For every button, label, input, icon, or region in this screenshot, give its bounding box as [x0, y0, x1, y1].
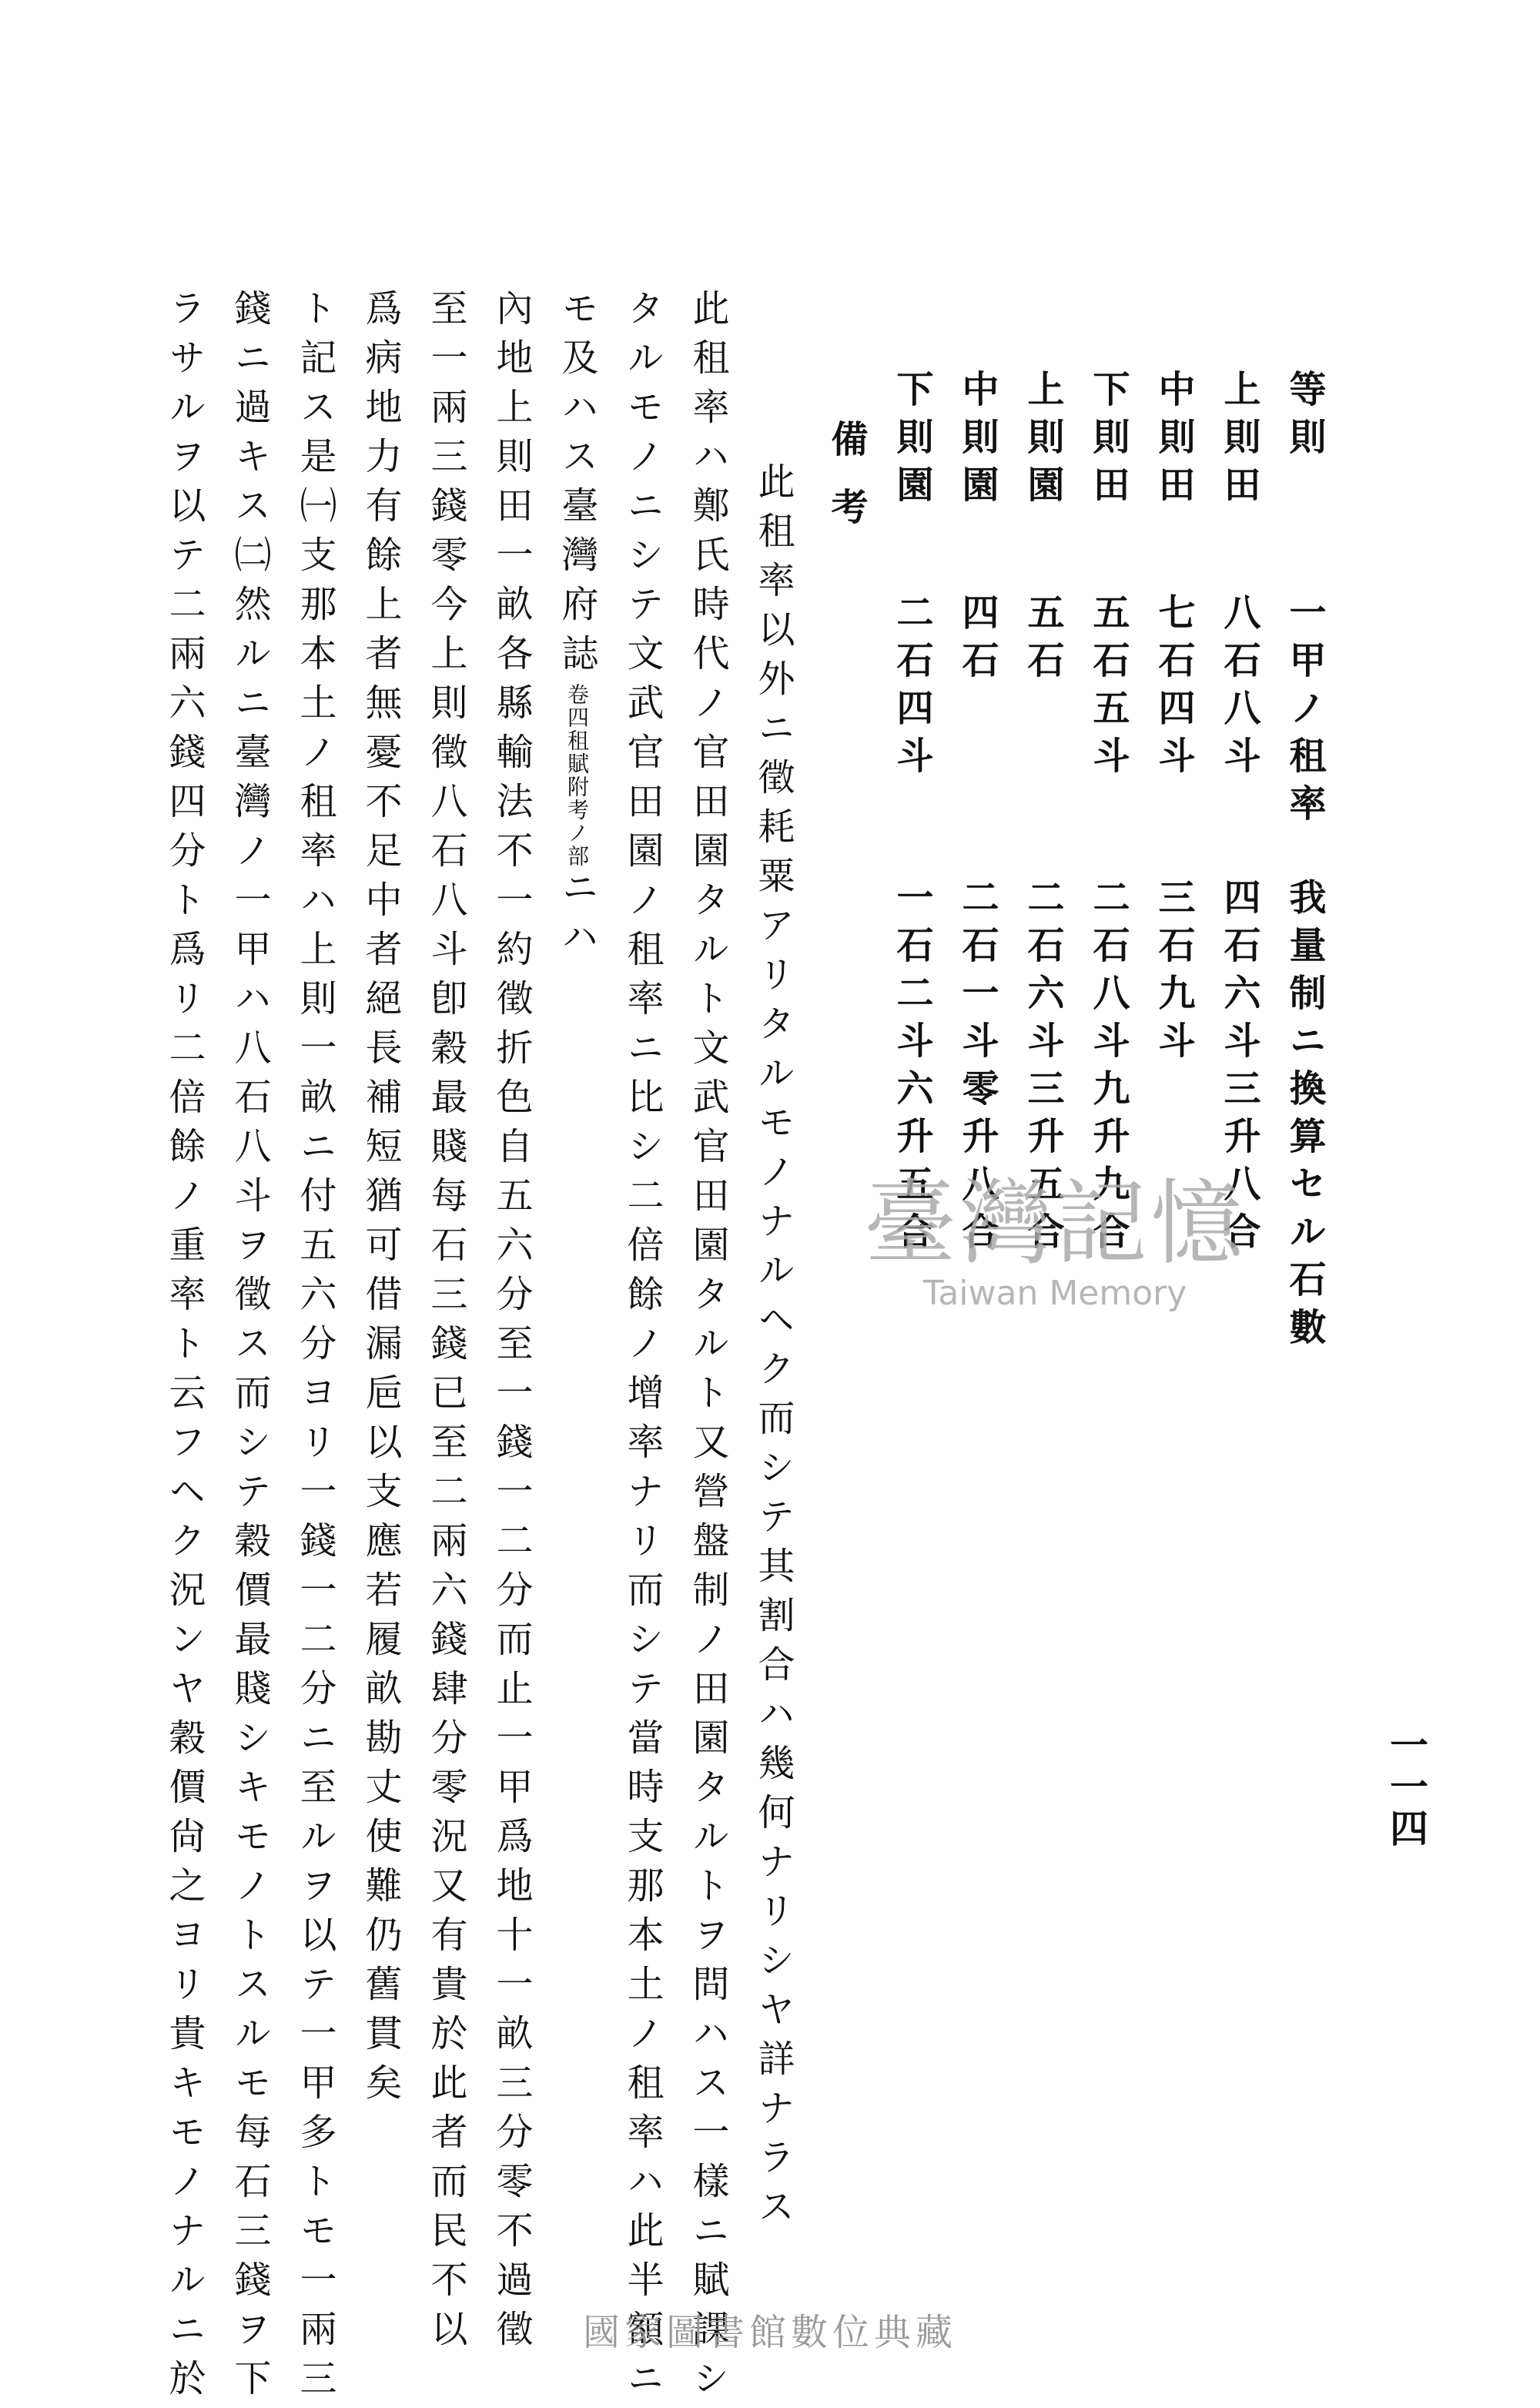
page-number: 一一四 — [1384, 1725, 1429, 1850]
watermark-chinese: 臺灣記憶 — [864, 1171, 1246, 1278]
table-header-rate: 一甲ノ租率 — [1283, 593, 1326, 832]
table-row-grade: 中則田 — [1152, 370, 1195, 513]
table-row-grade: 下則園 — [890, 370, 933, 513]
watermark-english: Taiwan Memory — [922, 1274, 1187, 1313]
body-column: 錢ニ過キス㈡然ルニ臺灣ノ一甲ハ八石八斗ヲ徵ス而シテ穀價最賤シキモノトスルモ每石三錢ヲ下 — [228, 289, 271, 2408]
table-row-grade: 下則田 — [1086, 370, 1130, 513]
table-row-converted: 二石一斗零升八合 — [956, 878, 999, 1260]
body-column: 此租率以外ニ徵耗粟アリタルモノナルヘク而シテ其割合ハ幾何ナリシヤ詳ナラス — [752, 462, 795, 2236]
body-column: 至一兩三錢零今上則徵八石八斗卽穀最賤每石三錢已至二兩六錢肆分零況又有貴於此者而民不以 — [424, 289, 467, 2359]
body-column: 此租率ハ鄭氏時代ノ官田園タルト文武官田園タルト又營盤制ノ田園タルトヲ問ハス一樣ニ賦課シ — [686, 289, 729, 2408]
table-header-converted: 我量制ニ換算セル石數 — [1283, 878, 1326, 1355]
body-column: ラサルヲ以テ二兩六錢四分ト爲リ二倍餘ノ重率ト云フヘク況ンヤ穀價尙之ヨリ貴キモノナルニ於 — [162, 289, 206, 2408]
table-row-rate: 五石 — [1021, 593, 1064, 688]
watermark — [801, 1171, 1309, 1313]
table-header-grade: 等則 — [1283, 370, 1326, 465]
body-column: ト記ス是㈠支那本土ノ租率ハ上則一畝ニ付五六分ヨリ一錢一二分ニ至ルヲ以テ一甲多トモ一兩三 — [293, 289, 336, 2408]
table-row-converted: 四石六斗三升八合 — [1217, 878, 1260, 1260]
table-row-converted: 三石九斗 — [1152, 878, 1195, 1069]
table-row-converted: 二石八斗九升九合 — [1086, 878, 1130, 1260]
table-row-rate: 四石 — [956, 593, 999, 688]
table-row-rate: 八石八斗 — [1217, 593, 1260, 784]
body-column: 爲病地力有餘上者無憂不足中者絕長補短猶可借漏巵以支應若履畝勘丈使難仍舊貫矣 — [359, 289, 402, 2112]
citation-text: モ及ハス臺灣府誌 — [555, 289, 598, 683]
table-row-rate: 二石四斗 — [890, 593, 933, 784]
table-row-rate: 七石四斗 — [1152, 593, 1195, 784]
body-column — [555, 289, 598, 966]
table-row-converted: 一石二斗六升五合 — [890, 878, 933, 1260]
table-row-rate: 五石五斗 — [1086, 593, 1130, 784]
remarks-heading: 備考 — [825, 420, 868, 555]
body-column: タルモノニシテ文武官田園ノ租率ニ比シ二倍餘ノ增率ナリ而シテ當時支那本土ノ租率ハ此半額ニ — [621, 289, 664, 2408]
table-row-grade: 上則田 — [1217, 370, 1260, 513]
table-row-grade: 上則園 — [1021, 370, 1064, 513]
inline-note: 卷四租賦附考ノ部 — [564, 683, 590, 868]
table-row-grade: 中則園 — [956, 370, 999, 513]
citation-tail: ニハ — [555, 868, 598, 966]
table-row-converted: 二石六斗三升五合 — [1021, 878, 1064, 1260]
footer-label: 國家圖書館數位典藏 — [582, 2311, 957, 2354]
body-column: 內地上則田一畝各縣輸法不一約徵折色自五六分至一錢一二分而止一甲爲地十一畝三分零不過徵 — [490, 289, 533, 2359]
